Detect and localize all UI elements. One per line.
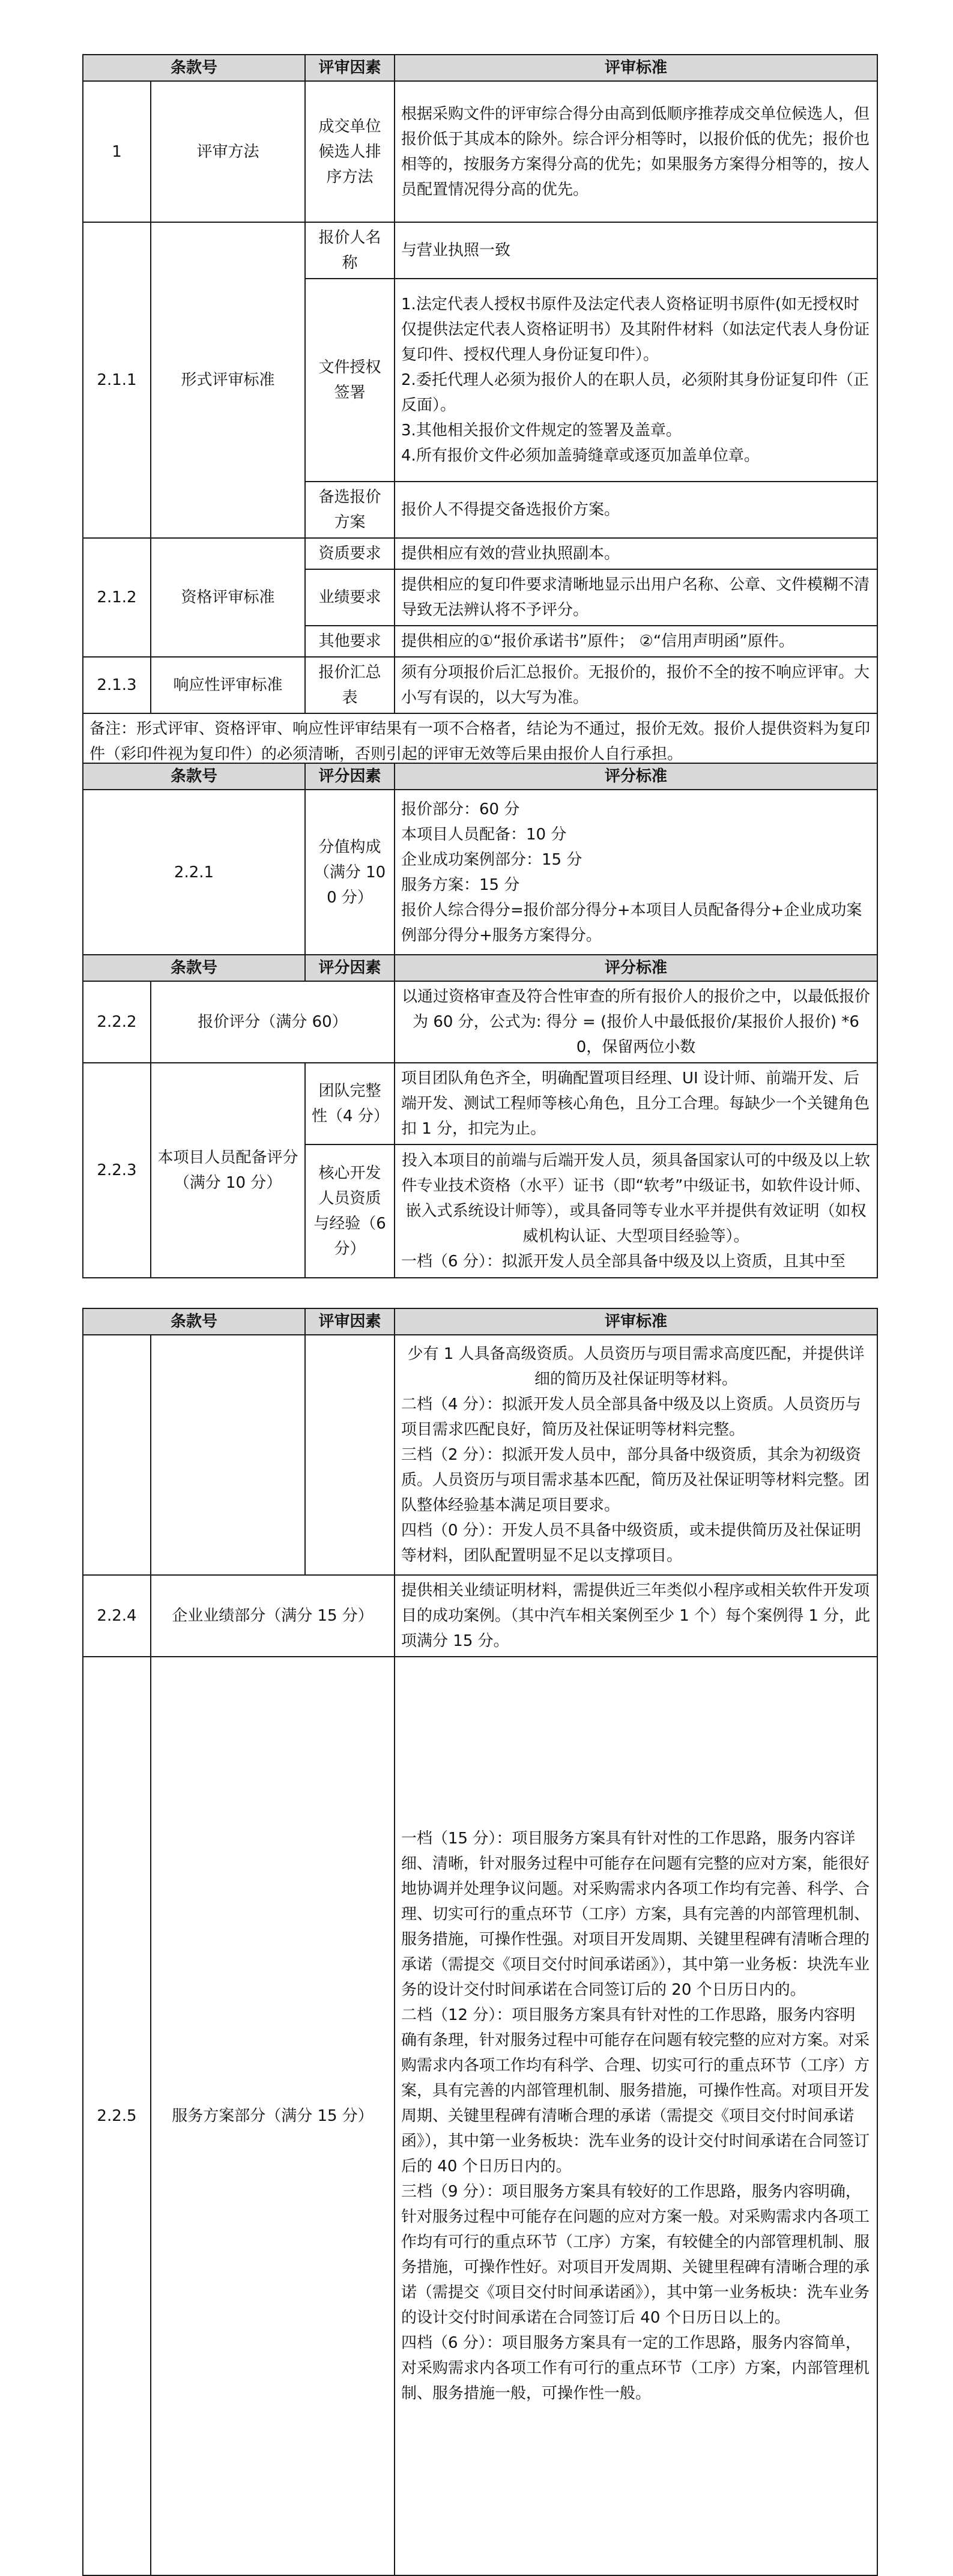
- clause-no: 2.2.3: [83, 1063, 151, 1278]
- review-factor: 文件授权签署: [305, 279, 395, 482]
- clause-no: 2.1.2: [83, 538, 151, 657]
- factor-empty: [305, 1335, 395, 1575]
- header-clause: 条款号: [83, 55, 305, 81]
- clause-no: 2.1.3: [83, 657, 151, 713]
- header-factor: 评审因素: [305, 1308, 395, 1335]
- table-row: [83, 1575, 877, 1657]
- score-standard: [395, 1144, 877, 1278]
- clause-name: 响应性评审标准: [151, 657, 305, 713]
- clause-no: 2.2.2: [83, 981, 151, 1063]
- standard-line: 1.法定代表人授权书原件及法定代表人资格证明书原件(如无授权时仅提供法定代表人资格证明书）及其附件材料（如法定代表人身份证复印件、授权代理人身份证复印件）。: [401, 295, 870, 364]
- review-standard: 与营业执照一致: [395, 222, 877, 279]
- standard-line: 四档（0 分）：开发人员不具备中级资质，或未提供简历及社保证明等材料，团队配置明显不足以支撑项目。: [401, 1522, 861, 1565]
- table-header-row: [83, 955, 877, 981]
- clause-no: 1: [83, 81, 151, 222]
- clause-no: 2.1.1: [83, 222, 151, 538]
- header-score-factor: 评分因素: [305, 763, 395, 790]
- review-factor: 业绩要求: [305, 569, 395, 626]
- standard-line: 服务方案：15 分: [401, 875, 520, 894]
- standard-line: 企业成功案例部分：15 分: [401, 850, 582, 869]
- table-header-row: [83, 1308, 877, 1335]
- header-standard: 评审标准: [395, 55, 877, 81]
- note-row: [83, 713, 877, 770]
- table-row: [83, 1335, 877, 1575]
- review-standard: 提供相应的①“报价承诺书”原件； ②“信用声明函”原件。: [395, 626, 877, 657]
- standard-line: 本项目人员配备：10 分: [401, 825, 567, 844]
- scoring-table-continued: [82, 1308, 878, 2576]
- review-factor: 成交单位候选人排序方法: [305, 81, 395, 222]
- score-factor: 分值构成（满分 100 分）: [305, 790, 395, 955]
- standard-line: 3.其他相关报价文件规定的签署及盖章。: [401, 422, 682, 440]
- clause-name: 报价评分（满分 60）: [151, 981, 395, 1063]
- review-factor: 报价人名称: [305, 222, 395, 279]
- standard-line: 报价部分：60 分: [401, 800, 520, 818]
- header-standard: 评审标准: [395, 1308, 877, 1335]
- table-header-row: [83, 763, 877, 790]
- table-row: [83, 81, 877, 222]
- header-score-standard: 评分标准: [395, 955, 877, 981]
- standard-line: 4.所有报价文件必须加盖骑缝章或逐页加盖单位章。: [401, 447, 760, 465]
- table-row: [83, 790, 877, 955]
- header-clause: 条款号: [83, 1308, 305, 1335]
- standard-line: 三档（9 分）：项目服务方案具有较好的工作思路，服务内容明确，针对服务过程中可能存在问题的应对方案一般。对采购需求内各项工作均有可行的重点环节（工序）方案，有较健全的内部管理机制、服务措施，可操作性好。对项目开发周期、关键里程碑有清晰合理的承诺（需提交《项目交付时间承诺函》），其中第一业务板块：洗车业务的设计交付时间承诺在合同签订后 40 个日历日以上的。: [401, 2183, 870, 2327]
- review-standard: 须有分项报价后汇总报价。无报价的，报价不全的按不响应评审。大小写有误的，以大写为准。: [395, 657, 877, 713]
- header-score-factor: 评分因素: [305, 955, 395, 981]
- score-standard: [395, 790, 877, 955]
- review-standard: 提供相应的复印件要求清晰地显示出用户名称、公章、文件模糊不清导致无法辨认将不予评分。: [395, 569, 877, 626]
- standard-line: 投入本项目的前端与后端开发人员，须具备国家认可的中级及以上软件专业技术资格（水平）证书（即“软考”中级证书，如软件设计师、嵌入式系统设计师等），或具备同等专业水平并提供有效证明（如权威机构认证、大型项目经验等）。: [401, 1152, 871, 1245]
- review-standard: 报价人不得提交备选报价方案。: [395, 482, 877, 538]
- table-row: [83, 1657, 877, 2575]
- review-standard: [395, 279, 877, 482]
- review-factor: 备选报价方案: [305, 482, 395, 538]
- review-factor: 其他要求: [305, 626, 395, 657]
- table-row: [83, 981, 877, 1063]
- header-clause: 条款号: [83, 763, 305, 790]
- clause-name-empty: [151, 1335, 305, 1575]
- review-standard: 根据采购文件的评审综合得分由高到低顺序推荐成交单位候选人，但报价低于其成本的除外。综合评分相等时，以报价低的优先；报价也相等的，按服务方案得分高的优先；如果服务方案得分相等的，按人员配置情况得分高的优先。: [395, 81, 877, 222]
- standard-line: 二档（12 分）：项目服务方案具有针对性的工作思路，服务内容明确有条理，针对服务过程中可能存在问题有较完整的应对方案。对采购需求内各项工作均有科学、合理、切实可行的重点环节（工序）方案，具有完善的内部管理机制、服务措施，可操作性高。对项目开发周期、关键里程碑有清晰合理的承诺（需提交《项目交付时间承诺函》），其中第一业务板块：洗车业务的设计交付时间承诺在合同签订后的 40 个日历日内的。: [401, 2006, 870, 2175]
- scoring-table: [82, 763, 878, 1278]
- score-standard: 提供相关业绩证明材料，需提供近三年类似小程序或相关软件开发项目的成功案例。（其中汽车相关案例至少 1 个）每个案例得 1 分，此项满分 15 分。: [395, 1575, 877, 1657]
- table-row: [83, 657, 877, 713]
- clause-no-empty: [83, 1335, 151, 1575]
- standard-line: 报价人综合得分=报价部分得分+本项目人员配备得分+企业成功案例部分得分+服务方案得分。: [401, 901, 862, 945]
- header-clause: 条款号: [83, 955, 305, 981]
- score-factor: 团队完整性（4 分）: [305, 1063, 395, 1144]
- review-factor: 资质要求: [305, 538, 395, 569]
- clause-name: 评审方法: [151, 81, 305, 222]
- score-standard: 以通过资格审查及符合性审查的所有报价人的报价之中，以最低报价为 60 分，公式为: 得分 = (报价人中最低报价/某报价人报价) *60，保留两位小数: [395, 981, 877, 1063]
- score-standard: [395, 1335, 877, 1575]
- clause-name: 本项目人员配备评分（满分 10 分）: [151, 1063, 305, 1278]
- clause-no: 2.2.5: [83, 1657, 151, 2575]
- score-factor: 核心开发人员资质与经验（6 分）: [305, 1144, 395, 1278]
- standard-line: 2.委托代理人必须为报价人的在职人员，必须附其身份证复印件（正反面）。: [401, 371, 869, 414]
- header-factor: 评审因素: [305, 55, 395, 81]
- review-standard: 提供相应有效的营业执照副本。: [395, 538, 877, 569]
- remark: 备注：形式评审、资格评审、响应性评审结果有一项不合格者，结论为不通过，报价无效。报价人提供资料为复印件（彩印件视为复印件）的必须清晰，否则引起的评审无效等后果由报价人自行承担。: [83, 713, 877, 770]
- table-header-row: [83, 55, 877, 81]
- standard-line: 一档（6 分）：拟派开发人员全部具备中级及以上资质，且其中至: [401, 1253, 846, 1271]
- standard-line: 一档（15 分）：项目服务方案具有针对性的工作思路，服务内容详细、清晰，针对服务过程中可能存在问题有完整的应对方案，能很好地协调并处理争议问题。对采购需求内各项工作均有完善、科学、合理、切实可行的重点环节（工序）方案，具有完善的内部管理机制、服务措施，可操作性强。对项目开发周期、关键里程碑有清晰合理的承诺（需提交《项目交付时间承诺函》），其中第一业务板：块洗车业务的设计交付时间承诺在合同签订后的 20 个日历日内的。: [401, 1830, 870, 1999]
- review-criteria-table: [82, 54, 878, 770]
- score-standard: 项目团队角色齐全，明确配置项目经理、UI 设计师、前端开发、后端开发、测试工程师等核心角色，且分工合理。每缺少一个关键角色扣 1 分，扣完为止。: [395, 1063, 877, 1144]
- clause-name: 企业业绩部分（满分 15 分）: [151, 1575, 395, 1657]
- review-factor: 报价汇总表: [305, 657, 395, 713]
- table-row: [83, 1063, 877, 1144]
- standard-line: 二档（4 分）：拟派开发人员全部具备中级及以上资质。人员资历与项目需求匹配良好，简历及社保证明等材料完整。: [401, 1395, 861, 1439]
- score-standard: [395, 1657, 877, 2575]
- standard-line: 三档（2 分）：拟派开发人员中，部分具备中级资质，其余为初级资质。人员资历与项目需求基本匹配，简历及社保证明等材料完整。团队整体经验基本满足项目要求。: [401, 1446, 870, 1514]
- clause-no: 2.2.1: [83, 790, 305, 955]
- clause-no: 2.2.4: [83, 1575, 151, 1657]
- header-score-standard: 评分标准: [395, 763, 877, 790]
- standard-line: 少有 1 人具备高级资质。人员资历与项目需求高度匹配，并提供详细的简历及社保证明等材料。: [407, 1345, 865, 1388]
- clause-name: 资格评审标准: [151, 538, 305, 657]
- standard-line: 四档（6 分）：项目服务方案具有一定的工作思路，服务内容简单，对采购需求内各项工作有可行的重点环节（工序）方案，内部管理机制、服务措施一般，可操作性一般。: [401, 2334, 870, 2402]
- table-row: [83, 222, 877, 279]
- table-row: [83, 538, 877, 569]
- clause-name: 形式评审标准: [151, 222, 305, 538]
- clause-name: 服务方案部分（满分 15 分）: [151, 1657, 395, 2575]
